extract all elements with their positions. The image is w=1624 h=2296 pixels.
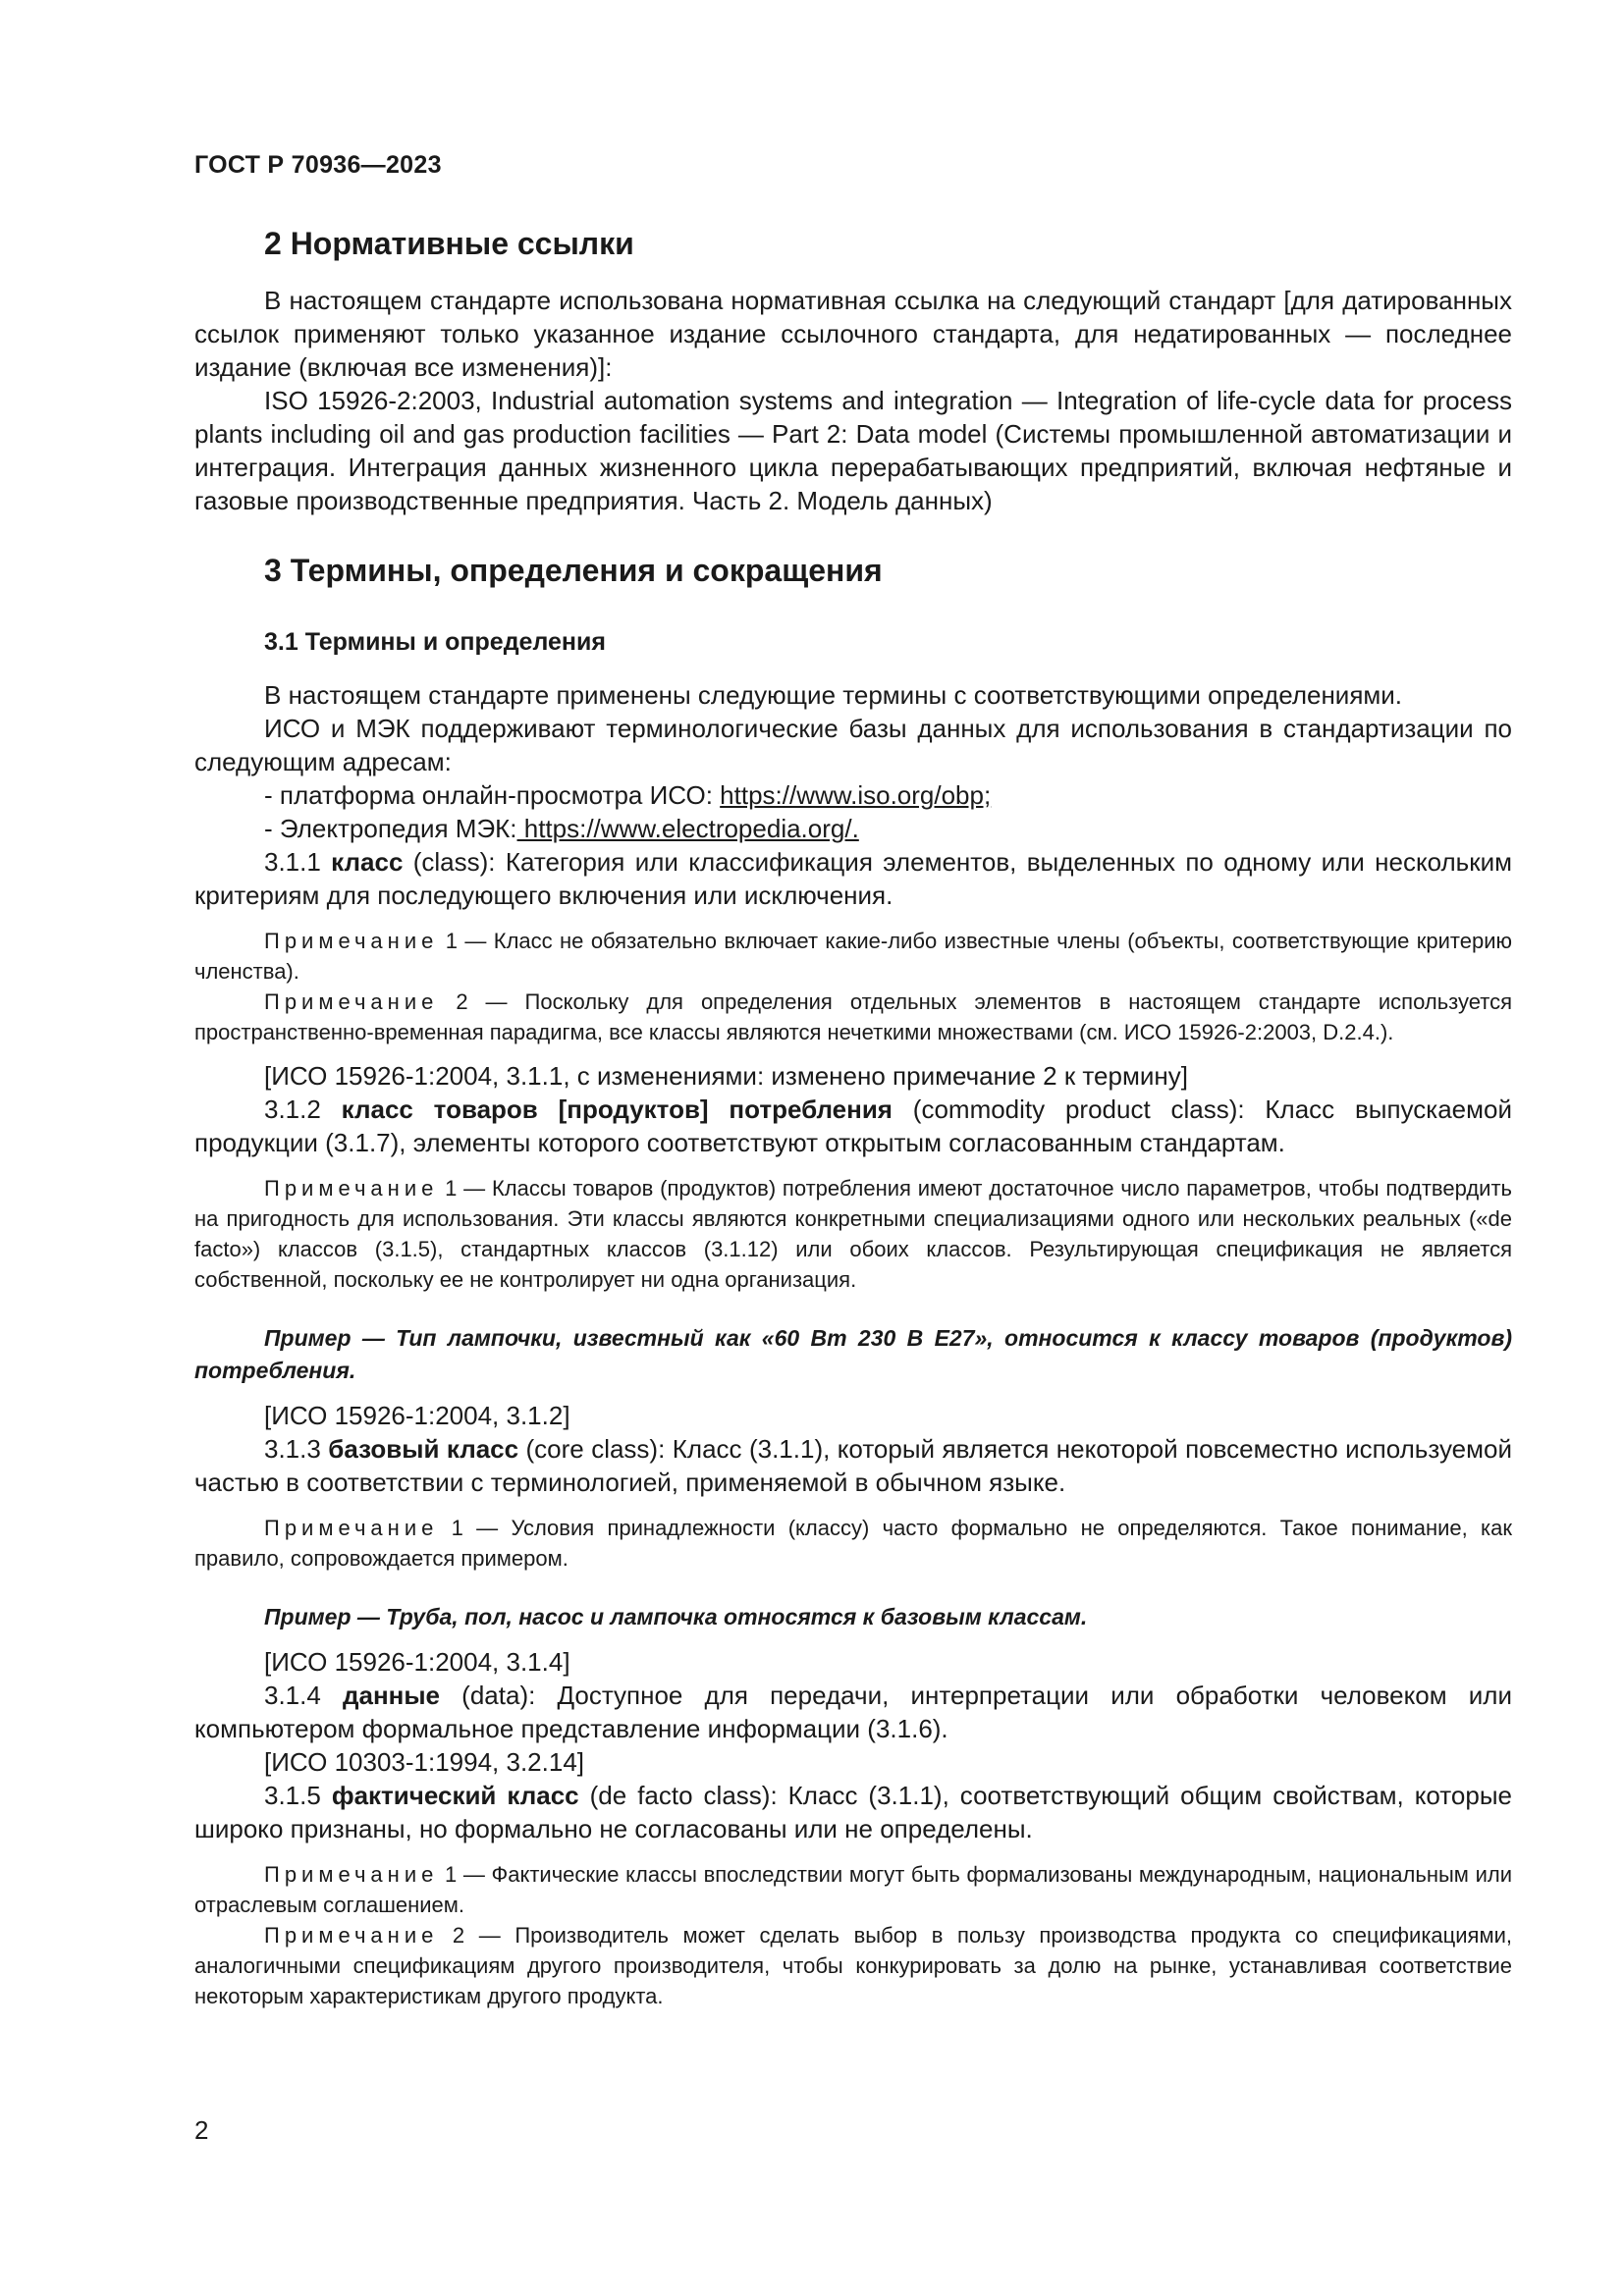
term-3-1-1-note-1 bbox=[194, 926, 1512, 987]
term-number: 3.1.5 bbox=[264, 1781, 332, 1810]
list-item-label: - Электропедия МЭК: bbox=[264, 814, 517, 843]
term-3-1-3-example: Пример — Труба, пол, насос и лампочка относятся к базовым классам. bbox=[264, 1604, 1088, 1629]
note-text: 1 — Условия принадлежности (классу) часто формально не определяются. Такое понимание, как правило, сопровождается примером. bbox=[194, 1516, 1512, 1571]
page-number: 2 bbox=[194, 2115, 209, 2145]
term-3-1-2 bbox=[194, 1093, 1512, 1159]
term-definition: (core class): Класс (3.1.1), который является некоторой повсеместно используемой частью в соответствии с терминологией, применяемой в обычном языке. bbox=[194, 1434, 1512, 1497]
term-3-1-5 bbox=[194, 1779, 1512, 1845]
list-item-iso-obp bbox=[194, 778, 1512, 812]
section-2-paragraph-2: ISO 15926-2:2003, Industrial automation systems and integration — Integration of life-cycle data for process plants including oil and gas production facilities — Part 2: Data model (Системы промышленной автоматизации и интеграция. Интеграция данных жизненного цикла перерабатывающих предприятий, включая нефтяные и газовые производственные предприятия. Часть 2. Модель данных) bbox=[194, 386, 1512, 515]
term-name: класс bbox=[331, 847, 404, 877]
term-number: 3.1.1 bbox=[264, 847, 332, 877]
note-label: Примечание bbox=[264, 1862, 439, 1887]
term-3-1-1-note-2 bbox=[194, 987, 1512, 1047]
term-name: фактический класс bbox=[331, 1781, 579, 1810]
term-3-1-5-note-2 bbox=[194, 1920, 1512, 2011]
term-3-1-3-note-1 bbox=[194, 1513, 1512, 1574]
term-3-1-4-source: [ИСО 10303-1:1994, 3.2.14] bbox=[264, 1747, 585, 1777]
list-item-label: - платформа онлайн-просмотра ИСО: bbox=[264, 780, 721, 810]
term-name: класс товаров [продуктов] потребления bbox=[341, 1095, 893, 1124]
note-text: 1 — Классы товаров (продуктов) потребления имеют достаточное число параметров, чтобы подтвердить на пригодность для использования. Эти классы являются конкретными специализациями одного или нескольких реальных («de facto») классов (3.1.5), стандартных классов (3.1.12) или обоих классов. Результирующая спецификация не является собственной, поскольку ее не контролирует ни одна организация. bbox=[194, 1176, 1512, 1292]
note-label: Примечание bbox=[264, 1176, 439, 1201]
section-2-title: 2 Нормативные ссылки bbox=[264, 226, 634, 261]
section-2-paragraph-1: В настоящем стандарте использована нормативная ссылка на следующий стандарт [для датированных ссылок применяют только указанное издание ссылочного стандарта, для недатированных — последнее издание (включая все изменения)]: bbox=[194, 286, 1512, 382]
term-3-1-5-note-1 bbox=[194, 1859, 1512, 1920]
term-3-1-2-example: Пример — Тип лампочки, известный как «60 Вт 230 В Е27», относится к классу товаров (продуктов) потребления. bbox=[194, 1325, 1512, 1383]
term-definition: (data): Доступное для передачи, интерпретации или обработки человеком или компьютером формальное представление информации (3.1.6). bbox=[194, 1681, 1512, 1743]
term-definition: (class): Категория или классификация элементов, выделенных по одному или нескольким критериям для последующего включения или исключения. bbox=[194, 847, 1512, 910]
term-3-1-1 bbox=[194, 845, 1512, 912]
note-text: 1 — Фактические классы впоследствии могут быть формализованы международным, национальным или отраслевым соглашением. bbox=[194, 1862, 1512, 1917]
section-3-title: 3 Термины, определения и сокращения bbox=[264, 553, 883, 588]
term-number: 3.1.2 bbox=[264, 1095, 342, 1124]
document-code: ГОСТ Р 70936—2023 bbox=[194, 151, 442, 179]
term-name: данные bbox=[342, 1681, 441, 1710]
term-3-1-2-source: [ИСО 15926-1:2004, 3.1.2] bbox=[264, 1401, 570, 1430]
electropedia-link[interactable]: https://www.electropedia.org/. bbox=[516, 814, 859, 843]
note-text: 1 — Класс не обязательно включает какие-либо известные члены (объекты, соответствующие критерию членства). bbox=[194, 929, 1512, 984]
note-label: Примечание bbox=[264, 989, 439, 1014]
term-3-1-3 bbox=[194, 1432, 1512, 1499]
note-label: Примечание bbox=[264, 1516, 439, 1540]
term-3-1-1-source: [ИСО 15926-1:2004, 3.1.1, с изменениями: изменено примечание 2 к термину] bbox=[264, 1061, 1188, 1091]
note-label: Примечание bbox=[264, 929, 439, 953]
term-definition: (de facto class): Класс (3.1.1), соответствующий общим свойствам, которые широко признаны, но формально не согласованы или не определены. bbox=[194, 1781, 1512, 1843]
subsection-3-1-title: 3.1 Термины и определения bbox=[264, 628, 606, 656]
page-content bbox=[194, 226, 1512, 2011]
term-number: 3.1.4 bbox=[264, 1681, 343, 1710]
term-number: 3.1.3 bbox=[264, 1434, 329, 1464]
note-text: 2 — Производитель может сделать выбор в пользу производства продукта со спецификациями, аналогичными спецификациям другого производителя, чтобы конкурировать за долю на рынке, устанавливая соответствие некоторым характеристикам другого продукта. bbox=[194, 1923, 1512, 2008]
term-3-1-3-source: [ИСО 15926-1:2004, 3.1.4] bbox=[264, 1647, 570, 1677]
terms-intro-2: ИСО и МЭК поддерживают терминологические базы данных для использования в стандартизации по следующим адресам: bbox=[194, 714, 1512, 776]
term-3-1-4 bbox=[194, 1679, 1512, 1745]
iso-obp-link[interactable]: https://www.iso.org/obp; bbox=[720, 780, 992, 810]
terms-intro-1: В настоящем стандарте применены следующие термины с соответствующими определениями. bbox=[264, 680, 1403, 710]
term-3-1-2-note-1 bbox=[194, 1173, 1512, 1295]
note-text: 2 — Поскольку для определения отдельных элементов в настоящем стандарте используется пространственно-временная парадигма, все классы являются нечеткими множествами (см. ИСО 15926-2:2003, D.2.4.). bbox=[194, 989, 1512, 1044]
list-item-electropedia bbox=[194, 812, 1512, 845]
note-label: Примечание bbox=[264, 1923, 439, 1948]
term-name: базовый класс bbox=[328, 1434, 519, 1464]
term-definition: (commodity product class): Класс выпускаемой продукции (3.1.7), элементы которого соответствуют открытым согласованным стандартам. bbox=[194, 1095, 1512, 1157]
